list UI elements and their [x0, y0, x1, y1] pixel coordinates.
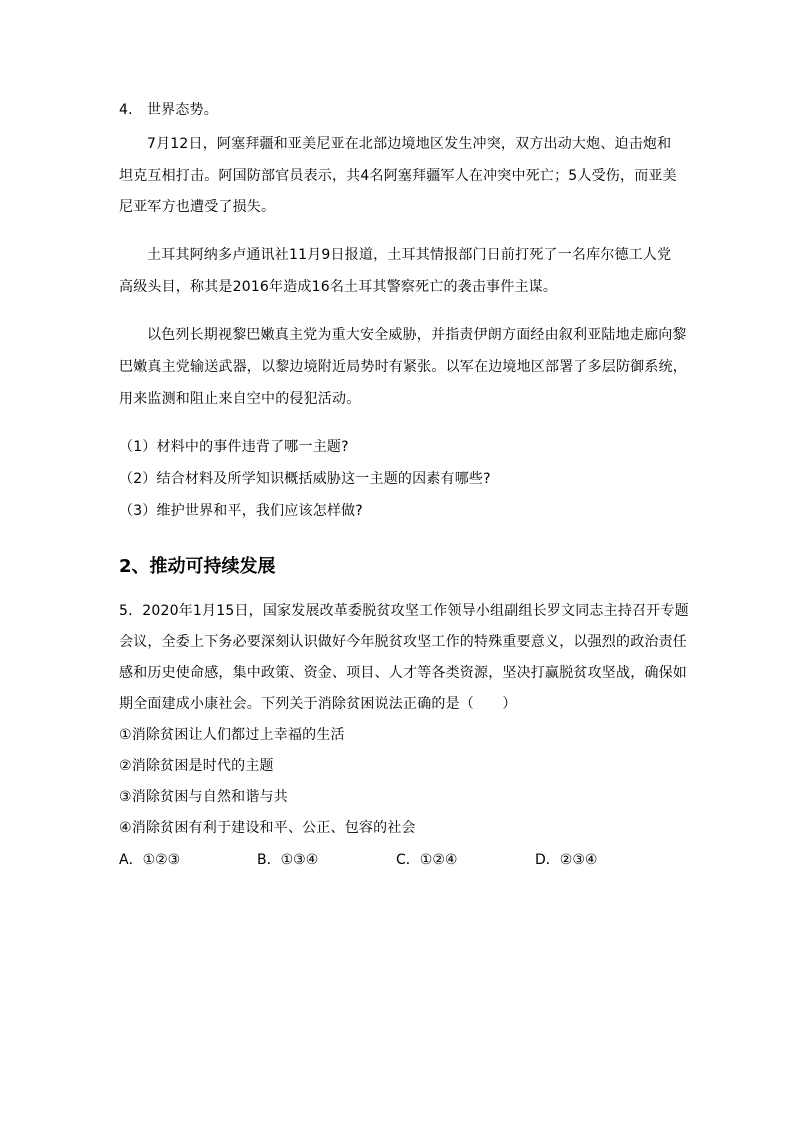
statement-item: ②消除贫困是时代的主题 — [119, 758, 274, 774]
option-c: C．①②④ — [396, 852, 458, 868]
sub-question: （1）材料中的事件违背了哪一主题? — [119, 439, 349, 455]
text-line: 用来监测和阻止来自空中的侵犯活动。 — [119, 391, 361, 407]
text-line: 会议，全委上下务必要深刻认识做好今年脱贫攻坚工作的特殊重要意义，以强烈的政治责任 — [119, 634, 687, 650]
option-b: B．①③④ — [257, 852, 319, 868]
text-line: 5．2020年1月15日，国家发展改革委脱贫攻坚工作领导小组副组长罗文同志主持召开专题 — [119, 603, 689, 619]
statement-item: ①消除贫困让人们都过上幸福的生活 — [119, 727, 345, 743]
text-line: 7月12日，阿塞拜疆和亚美尼亚在北部边境地区发生冲突，双方出动大炮、迫击炮和 — [147, 136, 672, 152]
text-line: 巴嫩真主党输送武器，以黎边境附近局势时有紧张。以军在边境地区部署了多层防御系统， — [119, 359, 687, 375]
statement-item: ③消除贫困与自然和谐与共 — [119, 789, 288, 805]
text-line: 感和历史使命感，集中政策、资金、项目、人才等各类资源，坚决打赢脱贫攻坚战，确保如 — [119, 665, 687, 681]
text-line: 高级头目，称其是2016年造成16名土耳其警察死亡的袭击事件主谋。 — [119, 279, 558, 295]
text-line: 尼亚军方也遭受了损失。 — [119, 199, 276, 215]
text-line: 坦克互相打击。阿国防部官员表示，共4名阿塞拜疆军人在冲突中死亡；5人受伤，而亚美 — [119, 168, 677, 184]
statement-item: ④消除贫困有利于建设和平、公正、包容的社会 — [119, 820, 416, 836]
q4-title: 4． 世界态势。 — [119, 102, 218, 118]
sub-question: （3）维护世界和平，我们应该怎样做? — [119, 503, 363, 519]
sub-question: （2）结合材料及所学知识概括威胁这一主题的因素有哪些? — [119, 471, 491, 487]
option-d: D．②③④ — [535, 852, 598, 868]
option-a: A．①②③ — [119, 852, 181, 868]
text-line: 期全面建成小康社会。下列关于消除贫困说法正确的是（ ） — [119, 696, 517, 712]
section-heading: 2、推动可持续发展 — [119, 556, 276, 577]
text-line: 以色列长期视黎巴嫩真主党为重大安全威胁，并指责伊朗方面经由叙利亚陆地走廊向黎 — [147, 327, 687, 343]
text-line: 土耳其阿纳多卢通讯社11月9日报道，土耳其情报部门日前打死了一名库尔德工人党 — [147, 247, 672, 263]
